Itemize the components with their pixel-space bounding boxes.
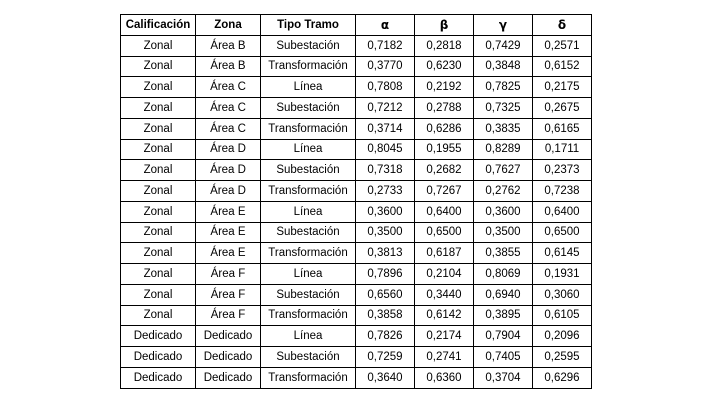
cell-alpha: 0,3600 [356, 201, 415, 222]
cell-gamma: 0,3855 [474, 243, 533, 264]
cell-gamma: 0,3500 [474, 222, 533, 243]
cell-zona: Área C [196, 77, 261, 98]
cell-zona: Área C [196, 118, 261, 139]
cell-tipo-tramo: Transformación [261, 118, 356, 139]
cell-delta: 0,6145 [533, 243, 592, 264]
cell-alpha: 0,7259 [356, 347, 415, 368]
cell-zona: Área E [196, 243, 261, 264]
cell-tipo-tramo: Línea [261, 139, 356, 160]
table-row [121, 264, 592, 285]
cell-zona: Área B [196, 56, 261, 77]
table-row [121, 201, 592, 222]
cell-gamma: 0,8069 [474, 264, 533, 285]
header-tipo-tramo: Tipo Tramo [261, 15, 356, 36]
cell-tipo-tramo: Transformación [261, 181, 356, 202]
cell-calificacion: Zonal [121, 56, 196, 77]
cell-beta: 0,6286 [415, 118, 474, 139]
cell-delta: 0,6165 [533, 118, 592, 139]
cell-zona: Área D [196, 160, 261, 181]
table-row [121, 56, 592, 77]
cell-tipo-tramo: Subestación [261, 98, 356, 119]
cell-delta: 0,3060 [533, 284, 592, 305]
table-row [121, 98, 592, 119]
cell-beta: 0,6400 [415, 201, 474, 222]
cell-zona: Dedicado [196, 367, 261, 388]
cell-gamma: 0,7627 [474, 160, 533, 181]
cell-alpha: 0,3640 [356, 367, 415, 388]
cell-calificacion: Dedicado [121, 367, 196, 388]
cell-beta: 0,2174 [415, 326, 474, 347]
cell-gamma: 0,7325 [474, 98, 533, 119]
table-row [121, 326, 592, 347]
cell-gamma: 0,7429 [474, 35, 533, 56]
cell-calificacion: Zonal [121, 201, 196, 222]
cell-alpha: 0,8045 [356, 139, 415, 160]
cell-calificacion: Zonal [121, 118, 196, 139]
cell-alpha: 0,3714 [356, 118, 415, 139]
cell-delta: 0,2595 [533, 347, 592, 368]
cell-calificacion: Dedicado [121, 326, 196, 347]
cell-calificacion: Zonal [121, 98, 196, 119]
header-alpha: α [356, 15, 415, 36]
cell-tipo-tramo: Transformación [261, 367, 356, 388]
cell-delta: 0,1931 [533, 264, 592, 285]
cell-alpha: 0,7318 [356, 160, 415, 181]
cell-tipo-tramo: Subestación [261, 222, 356, 243]
cell-calificacion: Dedicado [121, 347, 196, 368]
cell-delta: 0,6152 [533, 56, 592, 77]
cell-gamma: 0,7904 [474, 326, 533, 347]
table-row [121, 305, 592, 326]
cell-alpha: 0,2733 [356, 181, 415, 202]
cell-delta: 0,2175 [533, 77, 592, 98]
cell-calificacion: Zonal [121, 243, 196, 264]
cell-gamma: 0,8289 [474, 139, 533, 160]
cell-zona: Área D [196, 139, 261, 160]
cell-calificacion: Zonal [121, 222, 196, 243]
cell-gamma: 0,3600 [474, 201, 533, 222]
table-row [121, 118, 592, 139]
cell-tipo-tramo: Subestación [261, 160, 356, 181]
cell-calificacion: Zonal [121, 284, 196, 305]
cell-beta: 0,2104 [415, 264, 474, 285]
cell-alpha: 0,7896 [356, 264, 415, 285]
cell-tipo-tramo: Línea [261, 201, 356, 222]
cell-beta: 0,6187 [415, 243, 474, 264]
cell-beta: 0,6500 [415, 222, 474, 243]
cell-delta: 0,2675 [533, 98, 592, 119]
table-row [121, 77, 592, 98]
table-header [121, 15, 592, 36]
cell-zona: Área C [196, 98, 261, 119]
cell-delta: 0,2096 [533, 326, 592, 347]
cell-gamma: 0,3848 [474, 56, 533, 77]
cell-alpha: 0,7808 [356, 77, 415, 98]
cell-calificacion: Zonal [121, 139, 196, 160]
cell-calificacion: Zonal [121, 181, 196, 202]
cell-gamma: 0,7405 [474, 347, 533, 368]
cell-beta: 0,6230 [415, 56, 474, 77]
cell-delta: 0,6400 [533, 201, 592, 222]
coefficients-table [120, 14, 592, 389]
cell-gamma: 0,2762 [474, 181, 533, 202]
header-beta: β [415, 15, 474, 36]
table-row [121, 367, 592, 388]
table-row [121, 139, 592, 160]
cell-tipo-tramo: Línea [261, 264, 356, 285]
cell-tipo-tramo: Transformación [261, 305, 356, 326]
table-row [121, 160, 592, 181]
cell-gamma: 0,3835 [474, 118, 533, 139]
cell-beta: 0,2192 [415, 77, 474, 98]
cell-zona: Área D [196, 181, 261, 202]
table-row [121, 222, 592, 243]
cell-zona: Dedicado [196, 347, 261, 368]
cell-tipo-tramo: Subestación [261, 35, 356, 56]
cell-zona: Área B [196, 35, 261, 56]
cell-delta: 0,2373 [533, 160, 592, 181]
cell-zona: Dedicado [196, 326, 261, 347]
header-zona: Zona [196, 15, 261, 36]
cell-calificacion: Zonal [121, 305, 196, 326]
table-row [121, 284, 592, 305]
cell-beta: 0,1955 [415, 139, 474, 160]
cell-beta: 0,2741 [415, 347, 474, 368]
cell-zona: Área F [196, 284, 261, 305]
cell-gamma: 0,3895 [474, 305, 533, 326]
cell-calificacion: Zonal [121, 160, 196, 181]
cell-tipo-tramo: Transformación [261, 243, 356, 264]
table-row [121, 35, 592, 56]
cell-beta: 0,6360 [415, 367, 474, 388]
table-row [121, 243, 592, 264]
cell-tipo-tramo: Subestación [261, 284, 356, 305]
cell-alpha: 0,7212 [356, 98, 415, 119]
header-calificacion: Calificación [121, 15, 196, 36]
header-gamma: γ [474, 15, 533, 36]
cell-delta: 0,6296 [533, 367, 592, 388]
cell-calificacion: Zonal [121, 35, 196, 56]
table-row [121, 181, 592, 202]
cell-tipo-tramo: Transformación [261, 56, 356, 77]
cell-alpha: 0,7826 [356, 326, 415, 347]
cell-beta: 0,2788 [415, 98, 474, 119]
cell-calificacion: Zonal [121, 264, 196, 285]
cell-alpha: 0,3858 [356, 305, 415, 326]
cell-zona: Área F [196, 305, 261, 326]
header-delta: δ [533, 15, 592, 36]
cell-delta: 0,6500 [533, 222, 592, 243]
table-row [121, 347, 592, 368]
cell-gamma: 0,3704 [474, 367, 533, 388]
cell-alpha: 0,3770 [356, 56, 415, 77]
header-row [121, 15, 592, 36]
cell-gamma: 0,7825 [474, 77, 533, 98]
cell-zona: Área E [196, 201, 261, 222]
cell-zona: Área F [196, 264, 261, 285]
cell-tipo-tramo: Línea [261, 77, 356, 98]
cell-tipo-tramo: Subestación [261, 347, 356, 368]
cell-beta: 0,7267 [415, 181, 474, 202]
table-body [121, 35, 592, 388]
cell-beta: 0,2682 [415, 160, 474, 181]
cell-gamma: 0,6940 [474, 284, 533, 305]
cell-alpha: 0,3500 [356, 222, 415, 243]
cell-delta: 0,6105 [533, 305, 592, 326]
cell-beta: 0,6142 [415, 305, 474, 326]
cell-tipo-tramo: Línea [261, 326, 356, 347]
cell-delta: 0,2571 [533, 35, 592, 56]
cell-alpha: 0,6560 [356, 284, 415, 305]
cell-beta: 0,2818 [415, 35, 474, 56]
cell-delta: 0,7238 [533, 181, 592, 202]
cell-delta: 0,1711 [533, 139, 592, 160]
cell-calificacion: Zonal [121, 77, 196, 98]
cell-alpha: 0,7182 [356, 35, 415, 56]
cell-beta: 0,3440 [415, 284, 474, 305]
cell-alpha: 0,3813 [356, 243, 415, 264]
cell-zona: Área E [196, 222, 261, 243]
